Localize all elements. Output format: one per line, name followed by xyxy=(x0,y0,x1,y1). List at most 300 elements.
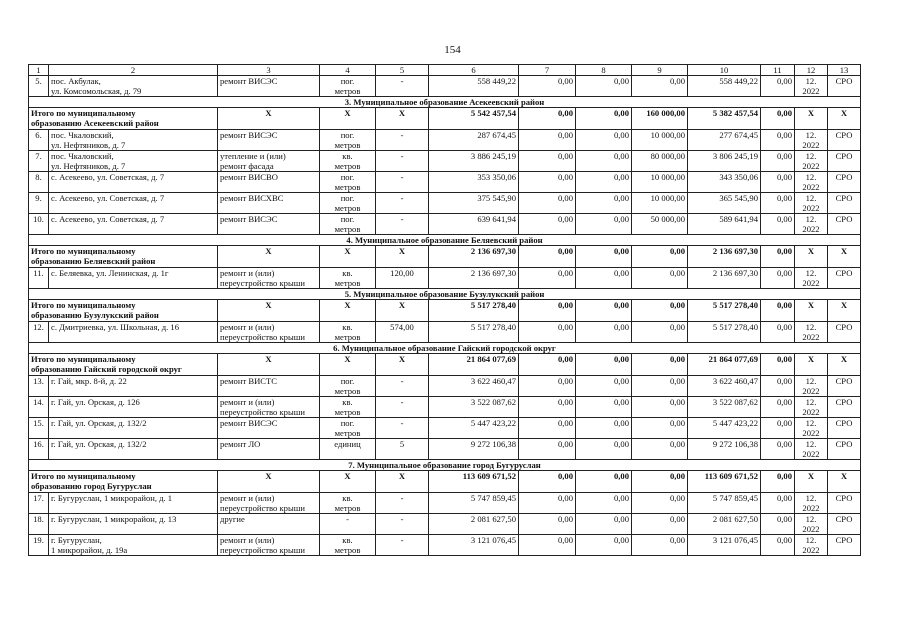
cell-line: переустройство крыши xyxy=(220,503,305,513)
fund-type: СРО xyxy=(828,493,861,514)
work-type xyxy=(218,535,320,556)
cost-col7: 0,00 xyxy=(519,193,576,214)
fund-type: СРО xyxy=(828,151,861,172)
cost-col8: 0,00 xyxy=(576,246,632,268)
column-number: 4 xyxy=(320,65,376,76)
cell-line: г. Гай, ул. Орская, д. 132/2 xyxy=(51,439,147,449)
row-number: 5. xyxy=(29,76,49,97)
total-cost: 2 136 697,30 xyxy=(429,246,519,268)
cell-line: 12. xyxy=(805,439,817,449)
cost-col9: 80 000,00 xyxy=(632,151,688,172)
section-heading-row xyxy=(29,460,861,471)
cell-line: образованию город Бугуруслан xyxy=(31,481,152,491)
address xyxy=(49,130,218,151)
cell-line: 2022 xyxy=(802,407,820,417)
cell-line: 2022 xyxy=(802,86,820,96)
cell-line: кв. xyxy=(342,322,353,332)
column-number: 1 xyxy=(29,65,49,76)
address xyxy=(49,268,218,289)
cost-col7: 0,00 xyxy=(519,300,576,322)
cost-col11: 0,00 xyxy=(761,354,795,376)
quantity: X xyxy=(376,354,429,376)
cost-col11: 0,00 xyxy=(761,514,795,535)
cell-line: Итого по муниципальному xyxy=(31,300,136,310)
cost-col8: 0,00 xyxy=(576,300,632,322)
quantity: - xyxy=(376,397,429,418)
fund-type: X xyxy=(828,354,861,376)
repair-year xyxy=(795,268,828,289)
cell-line: - xyxy=(346,514,349,524)
table-row xyxy=(29,397,861,418)
cost-col7: 0,00 xyxy=(519,439,576,460)
address xyxy=(49,151,218,172)
repair-year xyxy=(795,130,828,151)
cell-line: с. Асекеево, ул. Советская, д. 7 xyxy=(51,214,165,224)
cell-line: 12. xyxy=(805,76,817,86)
cell-line: утепление и (или) xyxy=(220,151,286,161)
cost-col10: 5 447 423,22 xyxy=(688,418,761,439)
total-row xyxy=(29,108,861,130)
unit xyxy=(320,439,376,460)
work-type xyxy=(218,514,320,535)
cell-line: 12. xyxy=(805,397,817,407)
total-cost: 353 350,06 xyxy=(429,172,519,193)
total-cost: 9 272 106,38 xyxy=(429,439,519,460)
cost-col9: 10 000,00 xyxy=(632,130,688,151)
cost-col11: 0,00 xyxy=(761,268,795,289)
address xyxy=(49,397,218,418)
fund-type: СРО xyxy=(828,214,861,235)
cell-line: метров xyxy=(334,140,361,150)
work-type: X xyxy=(218,300,320,322)
cost-col9: 0,00 xyxy=(632,471,688,493)
cell-line: метров xyxy=(334,428,361,438)
cost-col10: 9 272 106,38 xyxy=(688,439,761,460)
cell-line: ремонт ВИСЭС xyxy=(220,130,278,140)
fund-type: СРО xyxy=(828,172,861,193)
fund-type: СРО xyxy=(828,418,861,439)
cost-col10: 3 806 245,19 xyxy=(688,151,761,172)
cost-col11: 0,00 xyxy=(761,376,795,397)
cell-line: ремонт ВИСЭС xyxy=(220,418,278,428)
total-row xyxy=(29,246,861,268)
total-cost: 5 517 278,40 xyxy=(429,322,519,343)
table-row xyxy=(29,130,861,151)
table-row xyxy=(29,376,861,397)
cost-col11: 0,00 xyxy=(761,322,795,343)
address xyxy=(49,322,218,343)
table-row xyxy=(29,514,861,535)
repair-year: X xyxy=(795,471,828,493)
address xyxy=(49,493,218,514)
address xyxy=(49,214,218,235)
cost-col8: 0,00 xyxy=(576,493,632,514)
cell-line: пог. xyxy=(340,376,355,386)
cell-line: пос. Акбулак, xyxy=(51,76,101,86)
cell-line: другие xyxy=(220,514,245,524)
cost-col9: 0,00 xyxy=(632,535,688,556)
unit xyxy=(320,535,376,556)
cell-line: 12. xyxy=(805,151,817,161)
cost-col11: 0,00 xyxy=(761,108,795,130)
section-title: 5. Муниципальное образование Бузулукский район xyxy=(29,289,861,300)
cell-line: 12. xyxy=(805,514,817,524)
quantity: - xyxy=(376,376,429,397)
unit xyxy=(320,214,376,235)
table-row xyxy=(29,76,861,97)
cost-col10: 365 545,90 xyxy=(688,193,761,214)
cell-line: переустройство крыши xyxy=(220,278,305,288)
cell-line: кв. xyxy=(342,535,353,545)
table-row xyxy=(29,535,861,556)
fund-type: X xyxy=(828,246,861,268)
total-cost: 5 542 457,54 xyxy=(429,108,519,130)
cost-col9: 0,00 xyxy=(632,322,688,343)
table-row xyxy=(29,418,861,439)
row-number: 15. xyxy=(29,418,49,439)
repair-year xyxy=(795,376,828,397)
cell-line: 2022 xyxy=(802,278,820,288)
section-heading-row xyxy=(29,343,861,354)
cell-line: ремонт ВИСХВС xyxy=(220,193,284,203)
cost-col9: 10 000,00 xyxy=(632,193,688,214)
cost-col11: 0,00 xyxy=(761,214,795,235)
cell-line: образованию Гайский городской округ xyxy=(31,364,182,374)
address xyxy=(49,193,218,214)
fund-type: СРО xyxy=(828,535,861,556)
cost-col9: 0,00 xyxy=(632,376,688,397)
address xyxy=(49,439,218,460)
quantity: - xyxy=(376,493,429,514)
section-heading-row xyxy=(29,235,861,246)
fund-type: X xyxy=(828,471,861,493)
cell-line: ремонт и (или) xyxy=(220,268,275,278)
work-type: X xyxy=(218,354,320,376)
cost-col7: 0,00 xyxy=(519,268,576,289)
cost-col8: 0,00 xyxy=(576,214,632,235)
cell-line: метров xyxy=(334,203,361,213)
quantity: - xyxy=(376,193,429,214)
cost-col7: 0,00 xyxy=(519,172,576,193)
cell-line: 2022 xyxy=(802,332,820,342)
unit xyxy=(320,322,376,343)
total-row xyxy=(29,354,861,376)
cell-line: Итого по муниципальному xyxy=(31,354,136,364)
repair-year xyxy=(795,439,828,460)
unit xyxy=(320,193,376,214)
unit xyxy=(320,172,376,193)
section-title: 3. Муниципальное образование Асекеевский район xyxy=(29,97,861,108)
cell-line: ремонт и (или) xyxy=(220,322,275,332)
work-type: X xyxy=(218,471,320,493)
table-row xyxy=(29,193,861,214)
cell-line: метров xyxy=(334,545,361,555)
total-row xyxy=(29,300,861,322)
unit xyxy=(320,76,376,97)
section-heading-row xyxy=(29,289,861,300)
cell-line: 2022 xyxy=(802,503,820,513)
work-type xyxy=(218,268,320,289)
cell-line: пос. Чкаловский, xyxy=(51,130,114,140)
repair-year xyxy=(795,514,828,535)
cost-col8: 0,00 xyxy=(576,354,632,376)
work-type xyxy=(218,322,320,343)
table-row xyxy=(29,322,861,343)
repair-year xyxy=(795,172,828,193)
cost-col11: 0,00 xyxy=(761,493,795,514)
row-number: 12. xyxy=(29,322,49,343)
cost-col10: 589 641,94 xyxy=(688,214,761,235)
cell-line: ремонт и (или) xyxy=(220,535,275,545)
capital-repair-table xyxy=(28,64,861,556)
column-number: 9 xyxy=(632,65,688,76)
cell-line: 2022 xyxy=(802,524,820,534)
work-type xyxy=(218,76,320,97)
cell-line: г. Гай, ул. Орская, д. 126 xyxy=(51,397,140,407)
cell-line: ул. Комсомольская, д. 79 xyxy=(51,86,142,96)
cell-line: ремонт ВИСЭС xyxy=(220,76,278,86)
fund-type: СРО xyxy=(828,397,861,418)
row-number: 19. xyxy=(29,535,49,556)
cost-col9: 0,00 xyxy=(632,354,688,376)
work-type xyxy=(218,493,320,514)
row-number: 18. xyxy=(29,514,49,535)
cell-line: г. Гай, ул. Орская, д. 132/2 xyxy=(51,418,147,428)
cell-line: метров xyxy=(334,224,361,234)
total-cost: 375 545,90 xyxy=(429,193,519,214)
cost-col11: 0,00 xyxy=(761,172,795,193)
unit xyxy=(320,130,376,151)
fund-type: СРО xyxy=(828,193,861,214)
cost-col8: 0,00 xyxy=(576,397,632,418)
cost-col9: 0,00 xyxy=(632,439,688,460)
quantity: X xyxy=(376,108,429,130)
cell-line: 12. xyxy=(805,418,817,428)
table-row xyxy=(29,493,861,514)
repair-year xyxy=(795,397,828,418)
cell-line: ремонт и (или) xyxy=(220,493,275,503)
total-cost: 639 641,94 xyxy=(429,214,519,235)
cost-col11: 0,00 xyxy=(761,246,795,268)
cell-line: 12. xyxy=(805,193,817,203)
cell-line: образованию Асекеевский район xyxy=(31,118,159,128)
work-type xyxy=(218,193,320,214)
cost-col7: 0,00 xyxy=(519,108,576,130)
column-number: 5 xyxy=(376,65,429,76)
column-number: 2 xyxy=(49,65,218,76)
cell-line: Итого по муниципальному xyxy=(31,108,136,118)
cost-col9: 0,00 xyxy=(632,246,688,268)
cell-line: переустройство крыши xyxy=(220,407,305,417)
cell-line: г. Бугуруслан, 1 микрорайон, д. 1 xyxy=(51,493,173,503)
total-cost: 3 622 460,47 xyxy=(429,376,519,397)
cost-col7: 0,00 xyxy=(519,214,576,235)
quantity: 5 xyxy=(376,439,429,460)
cell-line: ремонт ВИСТС xyxy=(220,376,278,386)
table-row xyxy=(29,439,861,460)
fund-type: СРО xyxy=(828,76,861,97)
repair-year xyxy=(795,151,828,172)
cell-line: с. Асекеево, ул. Советская, д. 7 xyxy=(51,172,165,182)
total-cost: 21 864 077,69 xyxy=(429,354,519,376)
cell-line: с. Асекеево, ул. Советская, д. 7 xyxy=(51,193,165,203)
cell-line: метров xyxy=(334,386,361,396)
cost-col8: 0,00 xyxy=(576,76,632,97)
total-cost: 3 121 076,45 xyxy=(429,535,519,556)
cell-line: 12. xyxy=(805,535,817,545)
quantity: X xyxy=(376,246,429,268)
repair-year: X xyxy=(795,108,828,130)
cell-line: метров xyxy=(334,161,361,171)
table-row xyxy=(29,172,861,193)
cost-col7: 0,00 xyxy=(519,246,576,268)
column-number: 10 xyxy=(688,65,761,76)
cost-col8: 0,00 xyxy=(576,193,632,214)
total-cost: 2 136 697,30 xyxy=(429,268,519,289)
cell-line: 12. xyxy=(805,268,817,278)
repair-year xyxy=(795,193,828,214)
cell-line: 2022 xyxy=(802,182,820,192)
cell-line: метров xyxy=(334,503,361,513)
cell-line: образованию Беляевский район xyxy=(31,256,156,266)
fund-type: СРО xyxy=(828,439,861,460)
cost-col8: 0,00 xyxy=(576,322,632,343)
cost-col10: 2 136 697,30 xyxy=(688,246,761,268)
row-number: 6. xyxy=(29,130,49,151)
cost-col11: 0,00 xyxy=(761,535,795,556)
quantity: 574,00 xyxy=(376,322,429,343)
cell-line: пог. xyxy=(340,193,355,203)
section-title: 7. Муниципальное образование город Бугуруслан xyxy=(29,460,861,471)
total-label xyxy=(29,108,218,130)
address xyxy=(49,376,218,397)
cost-col10: 343 350,06 xyxy=(688,172,761,193)
cost-col10: 113 609 671,52 xyxy=(688,471,761,493)
total-cost: 558 449,22 xyxy=(429,76,519,97)
cost-col8: 0,00 xyxy=(576,376,632,397)
column-number: 11 xyxy=(761,65,795,76)
cell-line: Итого по муниципальному xyxy=(31,471,136,481)
cell-line: метров xyxy=(334,407,361,417)
cell-line: ремонт ЛО xyxy=(220,439,261,449)
cost-col9: 0,00 xyxy=(632,300,688,322)
cell-line: 2022 xyxy=(802,140,820,150)
cell-line: пог. xyxy=(340,172,355,182)
cell-line: с. Дмитриевка, ул. Школьная, д. 16 xyxy=(51,322,180,332)
cell-line: кв. xyxy=(342,268,353,278)
total-cost: 5 447 423,22 xyxy=(429,418,519,439)
total-cost: 5 747 859,45 xyxy=(429,493,519,514)
cell-line: ремонт ВИСВО xyxy=(220,172,278,182)
fund-type: СРО xyxy=(828,322,861,343)
work-type xyxy=(218,172,320,193)
cost-col10: 2 136 697,30 xyxy=(688,268,761,289)
page-number: 154 xyxy=(444,44,461,56)
quantity: - xyxy=(376,535,429,556)
row-number: 11. xyxy=(29,268,49,289)
unit xyxy=(320,493,376,514)
cell-line: метров xyxy=(334,182,361,192)
work-type: X xyxy=(218,108,320,130)
unit xyxy=(320,376,376,397)
cost-col11: 0,00 xyxy=(761,439,795,460)
cost-col10: 5 517 278,40 xyxy=(688,300,761,322)
work-type xyxy=(218,214,320,235)
cost-col7: 0,00 xyxy=(519,151,576,172)
cost-col11: 0,00 xyxy=(761,397,795,418)
cost-col9: 0,00 xyxy=(632,514,688,535)
address xyxy=(49,172,218,193)
cell-line: метров xyxy=(334,332,361,342)
work-type xyxy=(218,439,320,460)
cell-line: ремонт ВИСЭС xyxy=(220,214,278,224)
cell-line: г. Бугуруслан, 1 микрорайон, д. 13 xyxy=(51,514,177,524)
total-row xyxy=(29,471,861,493)
cell-line: пог. xyxy=(340,130,355,140)
cost-col9: 10 000,00 xyxy=(632,172,688,193)
unit xyxy=(320,397,376,418)
quantity: - xyxy=(376,418,429,439)
row-number: 13. xyxy=(29,376,49,397)
cost-col8: 0,00 xyxy=(576,108,632,130)
unit: X xyxy=(320,471,376,493)
row-number: 10. xyxy=(29,214,49,235)
repair-year xyxy=(795,493,828,514)
quantity: X xyxy=(376,471,429,493)
cell-line: кв. xyxy=(342,493,353,503)
unit: X xyxy=(320,354,376,376)
column-number: 13 xyxy=(828,65,861,76)
cell-line: ремонт и (или) xyxy=(220,397,275,407)
total-cost: 287 674,45 xyxy=(429,130,519,151)
cell-line: 2022 xyxy=(802,203,820,213)
row-number: 14. xyxy=(29,397,49,418)
address xyxy=(49,76,218,97)
column-number: 7 xyxy=(519,65,576,76)
address xyxy=(49,418,218,439)
cell-line: г. Гай, мкр. 8-й, д. 22 xyxy=(51,376,127,386)
cost-col9: 0,00 xyxy=(632,268,688,289)
fund-type: СРО xyxy=(828,376,861,397)
work-type xyxy=(218,397,320,418)
cell-line: 2022 xyxy=(802,428,820,438)
quantity: - xyxy=(376,151,429,172)
cost-col11: 0,00 xyxy=(761,130,795,151)
quantity: - xyxy=(376,514,429,535)
cost-col8: 0,00 xyxy=(576,535,632,556)
cost-col7: 0,00 xyxy=(519,397,576,418)
cell-line: 2022 xyxy=(802,449,820,459)
unit: X xyxy=(320,108,376,130)
cell-line: пог. xyxy=(340,214,355,224)
work-type: X xyxy=(218,246,320,268)
repair-year: X xyxy=(795,354,828,376)
cost-col9: 0,00 xyxy=(632,76,688,97)
fund-type: СРО xyxy=(828,130,861,151)
cost-col7: 0,00 xyxy=(519,535,576,556)
unit xyxy=(320,268,376,289)
cell-line: метров xyxy=(334,278,361,288)
cost-col7: 0,00 xyxy=(519,354,576,376)
quantity: 120,00 xyxy=(376,268,429,289)
cost-col11: 0,00 xyxy=(761,418,795,439)
cost-col7: 0,00 xyxy=(519,130,576,151)
unit xyxy=(320,514,376,535)
unit: X xyxy=(320,246,376,268)
column-number: 3 xyxy=(218,65,320,76)
quantity: - xyxy=(376,214,429,235)
cost-col9: 0,00 xyxy=(632,418,688,439)
